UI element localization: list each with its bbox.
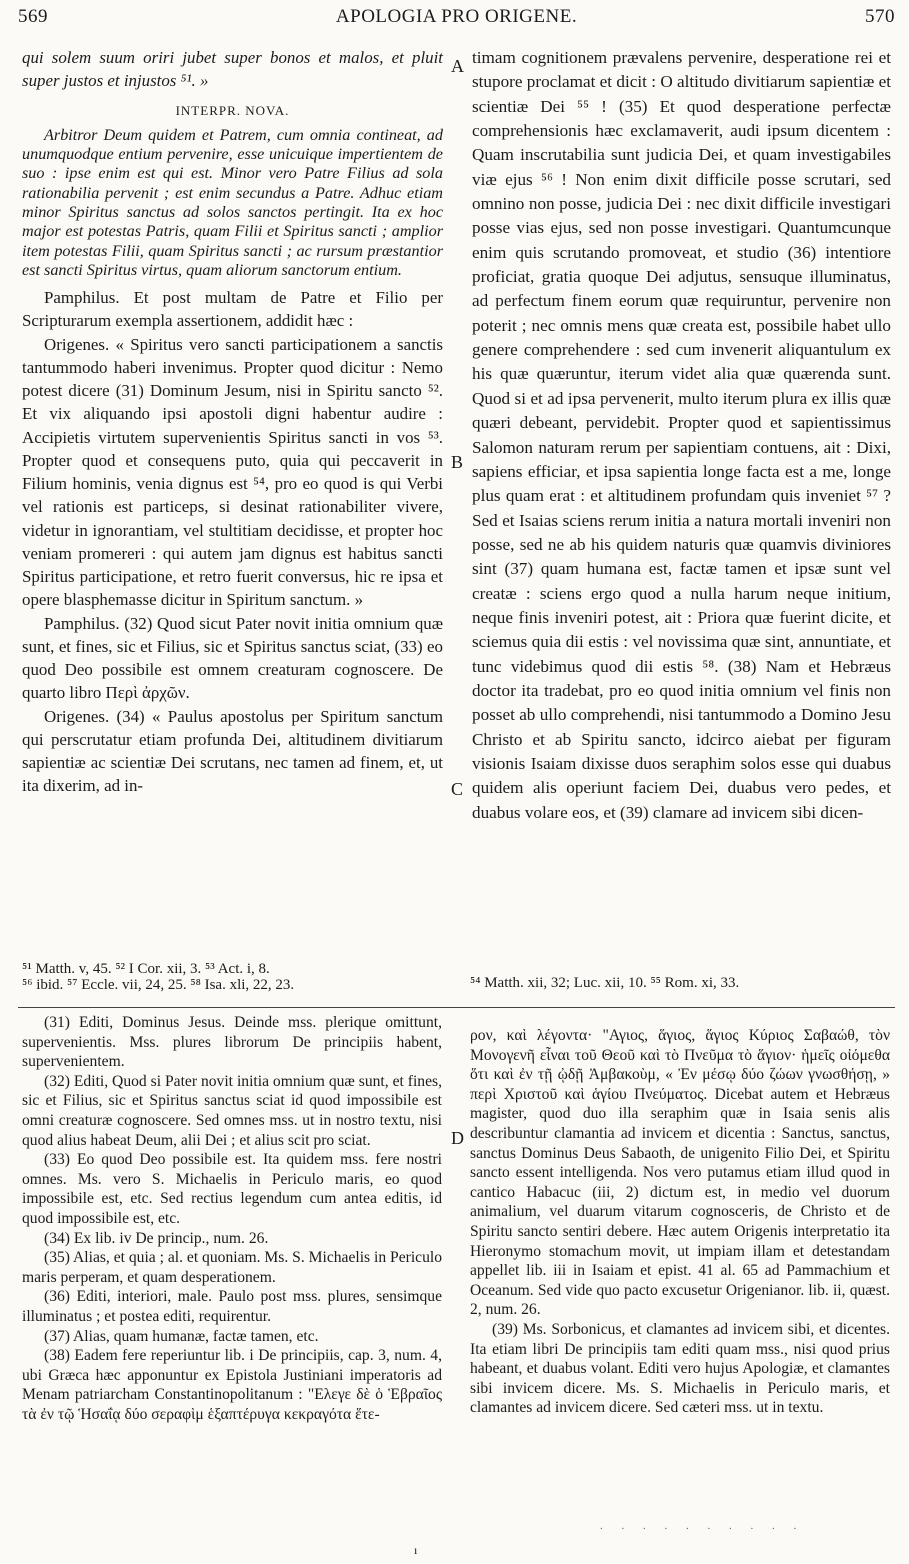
note: (35) Alias, et quia ; al. et quoniam. Ms. S. Michaelis in Periculo maris perperam, et quam desperationem. (22, 1249, 443, 1286)
note: (37) Alias, quam humanæ, factæ tamen, etc. (44, 1327, 319, 1345)
paragraph: Pamphilus. Et post multam de Patre et Filio per Scripturarum exempla assertionem, addidit hæc : (22, 288, 443, 331)
margin-letter-b: B (451, 452, 464, 472)
note: (36) Editi, interiori, male. Paulo post mss. plures, sensimque illuminatus ; et postea editi, requirentur. (22, 1288, 442, 1325)
margin-letter-a: A (451, 56, 464, 76)
scan-dots: . . . . . . . . . . (600, 1520, 805, 1532)
note: ρον, καὶ λέγοντα· "Αγιος, ἅγιος, ἅγιος Κύριος Σαβαώθ, τὸν Μονογενῆ εἶναι τοῦ Θεοῦ καὶ τὸ Πνεῦμα τὸ ἅγιον· ἡμεῖς οἰόμεθα ὅτι καὶ ἐν τῇ ᾠδῇ Ἀμβακοὺμ, « Ἐν μέσῳ δύο ζώων γνωσθήσῃ, » περὶ Χριστοῦ καὶ ἁγίου Πνεύματος. Dicebat autem et Hebræus magister, quod duo illa seraphim quæ in Isaia senis alis describuntur clamantia ad invicem et dicentia : Sanctus, sanctus, sanctus Dominus Deus Sabaoth, de unigenito Filio Dei, et Spiritu sancto essent intelligenda. Nos vero putamus etiam illud quod in cantico Habacuc (iii, 2) dictum est, in medio vel duorum animalium, vel duarum vitarum cognosceris, de Christo et de Spiritu sancto sentiri debere. Hæc autem Origenis interpretatio ita Hieronymo stomachum movit, ut impiam illam et detestandam appellet lib. iii in Isaiam et epist. 41 al. 65 ad Pammachium et Oceanum. Sed vide quo pacto excusetur Origenianor. lib. ii, quæst. 2, num. 26. (470, 1027, 890, 1319)
running-header (18, 6, 895, 32)
page-number-left: 569 (18, 6, 48, 27)
footnote-refs-right (470, 975, 739, 991)
notes-divider (18, 1007, 895, 1008)
paragraph: Origenes. (34) « Paulus apostolus per Spiritum sanctum qui perscrutatur etiam profunda Dei, altitudinem divitiarum sapientiæ ac scientiæ Dei scrutans, nec tamen ad finem, et, ut ita dixerim, ad in- (22, 706, 443, 796)
margin-letter-d: D (451, 1128, 464, 1148)
note: (33) Eo quod Deo possibile est. Ita quidem mss. fere nostri omnes. Ms. vero S. Michaelis in Periculo maris, eo quod impossibile est, etc. Sed rectius legendum cum antea editis, id quod impossibile est, etc. (22, 1151, 442, 1227)
running-title: APOLOGIA PRO ORIGENE. (335, 6, 578, 27)
paragraph: timam cognitionem prævalens pervenire, desperatione rei et stupore proclamat et dicit : O altitudo divitiarum sapientiæ et scientiæ Dei ⁵⁵ ! (35) Et quod desperatione perfectæ comprehensionis hæc exclamaverit, audi ipsum dicentem : Quam inscrutabilia sunt judicia Dei, et quam investigabiles viæ ejus ⁵⁶ ! Non enim dixit difficile posse scrutari, sed omnino non posse, judicia Dei : nec dixit difficile investigari posse vias ejus, sed non posse investigari. Quantumcunque enim quis scrutando promoveat, et studio (36) intentiore proficiat, gratia quoque Dei adjutus, sensuque illuminatus, ad perfectum finem eorum quæ requiruntur, pervenire non poterit ; nec omnis mens quæ creata est, possibile habet ullo genere comprehendere : sed cum invenerit aliquantulum ex his quæ quæruntur, iterum videt alia quæ quærenda sunt. Quod si et ad ipsa pervenerit, multo iterum plura ex illis quæ quæri debeant, pervidebit. Propter quod et sapientissimus Salomon naturam rerum per sapientiam contuens, ait : Dixi, sapiens efficiar, et ipsa sapientia longe facta est a me, longe plus quam erat : et altitudinem profundam quis inveniet ⁵⁷ ? Sed et Isaias sciens rerum initia a natura mortali inveniri non posse, sed ne ab his quidem naturis quæ quamvis diviniores sint (37) quam humana est, factæ tamen et ipsæ sunt vel creatæ : sciens ergo quod a nulla harum neque initium, neque finis inveniri potest, ait : Priora quæ fuerint dicite, et sciemus quia dii estis : vel novissima quæ sint, annuntiate, et tunc videbimus quod dii estis ⁵⁸. (38) Nam et Hebræus doctor ita tradebat, pro eo quod initia omnium vel finis non posset ab ullo comprehendi, nisi tantummodo a Domino Jesu Christo et ab Spiritu sancto, idcirco aiebat per figuram visionis Isaiam dixisse duos seraphim solos esse qui duabus quidem alis operiunt faciem Dei, duabus vero pedes, et duabus volare eos, et (39) clamare ad invicem sibi dicen- (472, 48, 891, 822)
note: (31) Editi, Dominus Jesus. Deinde mss. plerique omittunt, supervenientis. Mss. plures librorum De principiis habent, supervenientem. (22, 1014, 442, 1071)
note: (38) Eadem fere reperiuntur lib. i De principiis, cap. 3, num. 4, ubi Græca hæc apponuntur ex Epistola Justiniani imperatoris ad Menam patriarcham Constantinopolitanum : "Ελεγε δὲ ὁ Ἑβραῖος τὰ ἐν τῷ Ἡσαΐᾳ δύο σεραφὶμ ἑξαπτέρυγα κεκραγότα ἕτε- (22, 1347, 442, 1423)
notes-left (22, 1013, 442, 1424)
margin-letter-c: C (451, 779, 464, 799)
paragraph: qui solem suum oriri jubet super bonos et malos, et pluit super justos et injustos ⁵¹. » (22, 48, 443, 91)
paragraph: Pamphilus. (32) Quod sicut Pater novit initia omnium quæ sunt, et fines, sic et Filius, sic et Spiritus sanctus sciat, (33) eo quod Deo possibile est omnem creaturam cognoscere. De quarto libro Περὶ ἀρχῶν. (22, 613, 443, 703)
note: (32) Editi, Quod si Pater novit initia omnium quæ sunt, et fines, sic et Filius, sic et Spiritus sanctus sciat id quod impossibile est omni creaturæ cognoscere. Sed omnes mss. ut in nostro textu, nisi quod alius habeat Deum, alii Dei ; et alius scit pro sciat. (22, 1072, 442, 1149)
scan-mark: ı (414, 1543, 418, 1557)
section-heading: INTERPR. NOVA. (175, 102, 290, 118)
paragraph: Origenes. « Spiritus vero sancti participationem a sanctis tantummodo haberi invenimus. Propter quod dicitur : Nemo potest dicere (31) Dominum Jesum, nisi in Spiritu sancto ⁵². Et vix aliquando ipsi apostoli digni habentur audire : Accipietis virtutem supervenientis Spiritus sancti in vos ⁵³. Propter quod et consequens puto, quia qui peccaverit in Filium hominis, venia dignus est ⁵⁴, pro eo quod is qui Verbi vel rationis est particeps, si desinat rationabiliter vivere, videtur in ignorantiam, vel stultitiam decidisse, et propter hoc veniam promereri : qui autem jam dignus est habitus sancti Spiritus participatione, et retro fuerit conversus, hic re ipsa et opere blasphemasse dicitur in Spiritum sanctum. » (22, 334, 443, 610)
footnote-line: ⁵⁴ Matth. xii, 32; Luc. xii, 10. ⁵⁵ Rom. xi, 33. (470, 975, 740, 991)
footnote-line: ⁵¹ Matth. v, 45. ⁵² I Cor. xii, 3. ⁵³ Act. i, 8. (22, 961, 270, 977)
interpretation-text: Arbitror Deum quidem et Patrem, cum omnia contineat, ad unumquodque entium pervenire, esse unicuique impertientem de suo : ipse enim est qui est. Minor vero Patre Filius ad sola rationabilia pervenit ; est enim secundus a Patre. Adhuc etiam minor Spiritus sanctus ad solos sanctos pertingit. Ita ex hoc major est potestas Patris, quam Filii et Spiritus sancti ; amplior item potestas Filii, quam Spiritus sancti ; ac rursum præstantior est sancti Spiritus virtus, quam aliorum sanctorum entium. (22, 125, 443, 279)
footnote-refs-left (22, 961, 294, 993)
note: (34) Ex lib. iv De princip., num. 26. (44, 1229, 269, 1247)
footnote-line: ⁵⁶ ibid. ⁵⁷ Eccle. vii, 24, 25. ⁵⁸ Isa. xli, 22, 23. (22, 977, 295, 993)
note: (39) Ms. Sorbonicus, et clamantes ad invicem sibi, et dicentes. Ita etiam libri De principiis tam editi quam mss., nisi quod prius habeant, et duabus volant. Editi vero hujus Apologiæ, et clamantes sibi invicem dicere. Ms. S. Michaelis in Periculo maris, et clamantes ad invicem dicere. Sed cæteri mss. ut in textu. (470, 1320, 890, 1417)
page-number-right: 570 (865, 6, 895, 27)
right-column (472, 46, 891, 825)
left-column (22, 46, 443, 798)
notes-right (470, 1026, 890, 1418)
